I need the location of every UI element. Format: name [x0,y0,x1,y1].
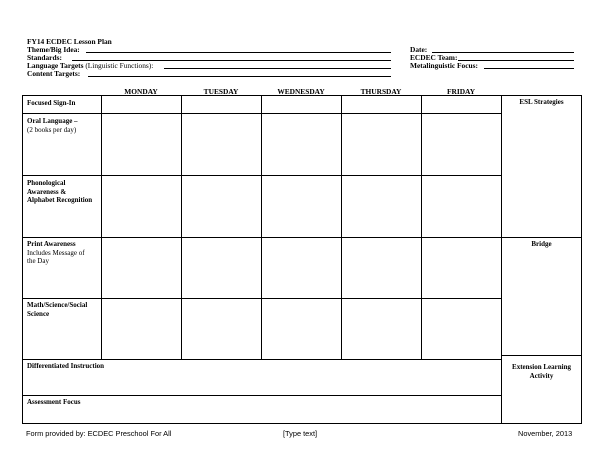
phonological-line-1: Phonological [27,179,66,187]
differentiated-instruction-label: Differentiated Instruction [27,362,105,370]
footer-date: November, 2013 [518,429,573,438]
date-label: Date: [410,45,428,54]
content-targets-label: Content Targets: [27,69,81,78]
col-divider [421,95,422,359]
extension-line-2: Activity [529,371,554,380]
day-friday: FRIDAY [446,87,476,96]
footer-credit: Form provided by: ECDEC Preschool For All [26,429,172,438]
day-thursday: THURSDAY [360,87,402,96]
theme-field[interactable] [86,52,391,53]
content-targets-field[interactable] [88,76,391,77]
day-monday: MONDAY [124,87,158,96]
col-divider [341,95,342,359]
math-science-label [27,301,87,318]
col-divider [101,95,102,359]
extension-learning-label [501,363,582,380]
math-line-2: Science [27,309,50,318]
print-awareness-note-2: the Day [27,257,49,266]
bridge-label: Bridge [531,240,552,248]
language-targets-note: (Linguistic Functions): [85,61,154,70]
lesson-plan-grid [22,95,582,424]
oral-language-label [27,117,78,134]
form-title: FY14 ECDEC Lesson Plan [27,37,112,46]
extension-line-1: Extension Learning [512,363,571,371]
print-awareness-title: Print Awareness [27,240,76,248]
col-divider [261,95,262,359]
row-divider [22,359,501,360]
col-divider [181,95,182,359]
phonological-line-2: Awareness & [27,187,67,196]
footer-placeholder: [Type text] [283,429,318,438]
oral-language-note: (2 books per day) [27,125,77,134]
print-awareness-label [27,240,85,266]
row-divider [22,395,501,396]
phonological-line-3: Alphabet Recognition [27,196,93,205]
day-wednesday: WEDNESDAY [277,87,325,96]
day-tuesday: TUESDAY [203,87,239,96]
print-awareness-note-1: Includes Message of [27,248,85,257]
right-column-divider [501,237,582,238]
right-column-divider [501,355,582,356]
oral-language-title: Oral Language – [27,117,78,125]
focused-sign-in-label: Focused Sign-In [27,99,76,107]
metalinguistic-field[interactable] [484,68,574,69]
team-label: ECDEC Team: [410,53,458,62]
assessment-focus-label: Assessment Focus [27,398,81,406]
math-line-1: Math/Science/Social [27,301,88,309]
theme-label: Theme/Big Idea: [27,45,80,54]
metalinguistic-label: Metalinguistic Focus: [410,61,478,70]
phonological-label [27,179,92,205]
esl-strategies-label: ESL Strategies [519,98,564,106]
language-targets-label: Language Targets [27,61,84,70]
standards-label: Standards: [27,53,62,62]
language-targets-field[interactable] [164,68,391,69]
